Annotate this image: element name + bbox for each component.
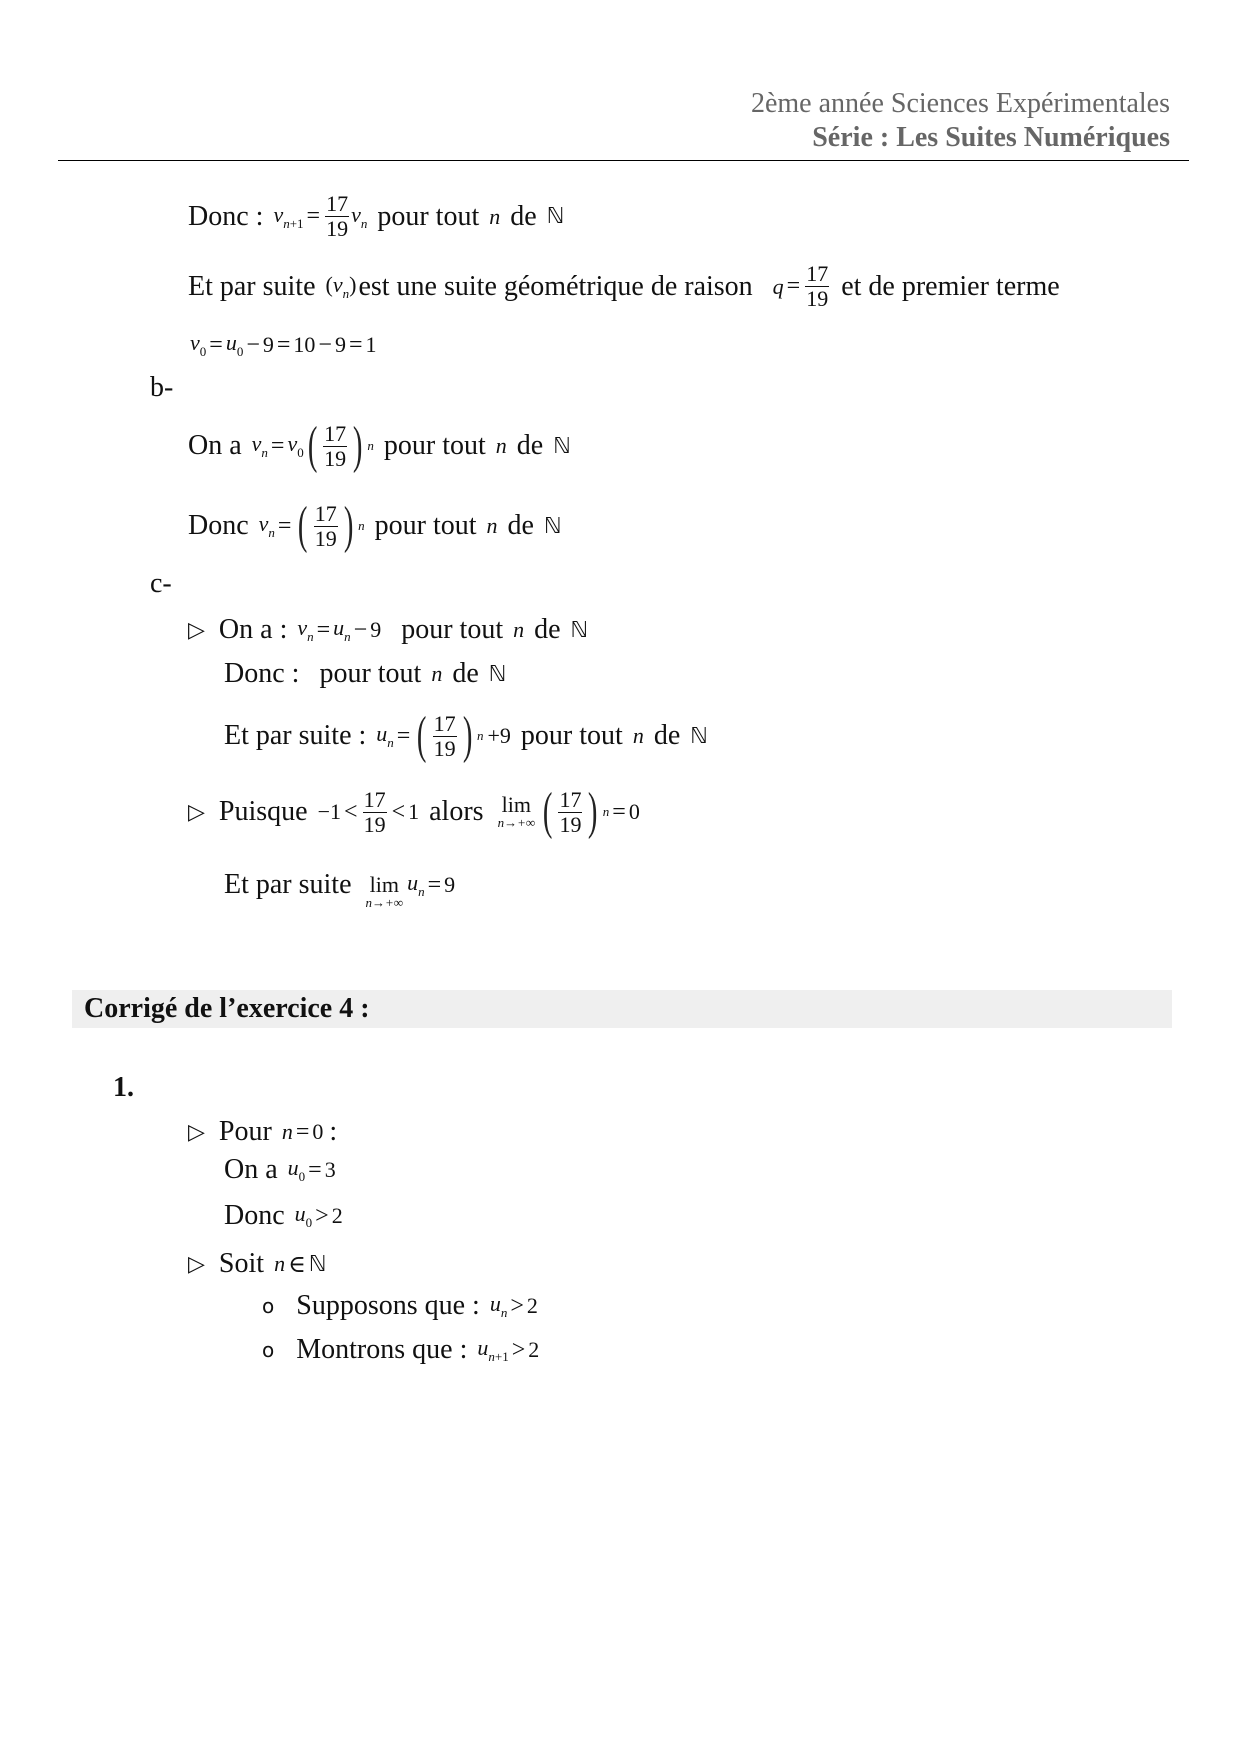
line-montrons: o Montrons que : $u_{n+1}$ > 2 [262,1334,540,1365]
fraction: $\frac{17}{19}$ [326,191,349,241]
math-q: q [772,273,784,299]
line-un-explicit: Et par suite : $u_n$ = ( $\frac{17}{19}$ ) n +9 pour tout n de ℕ [224,707,708,764]
equals-sign: = [306,203,321,229]
line-vn-un: ▷ On a : $v_n$ = $u_n$ − 9 pour tout n de ℕ [188,614,589,645]
paren-vn: $(v_n)$ [325,271,357,301]
pour-tout: pour tout [377,200,480,232]
line-u0: On a $u_0$ = 3 [224,1154,336,1185]
fraction-q: $\frac{17}{19}$ [806,261,829,311]
line-v0: $v_0$ = $u_0$ − 9 = 10 − 9 = 1 [190,330,377,359]
premier-terme-text: et de premier terme [841,270,1060,302]
header-subtitle: 2ème année Sciences Expérimentales [750,88,1170,119]
circle-bullet-icon: o [262,1294,275,1318]
donc-label: Donc : [188,200,264,232]
math-vn: $v_n$ [351,201,368,231]
line-limit-geo: ▷ Puisque −1 < $\frac{17}{19}$ < 1 alors lim n→+∞ ( $\frac{17}{19}$ ) n = 0 [188,783,640,840]
math-n: n [489,203,501,229]
part-b-label: b- [150,372,174,403]
line-donc-c: Donc : pour tout n de ℕ [224,658,507,689]
naturals-symbol: ℕ [546,204,565,229]
section-title: Corrigé de l’exercice 4 : [84,993,370,1024]
math-v: $v_{n+1}$ [273,201,304,231]
line-recurrence [188,192,564,241]
de-word: de [510,200,537,232]
et-par-suite: Et par suite [188,270,316,302]
line-soit: ▷ Soit n ∈ ℕ [188,1248,327,1279]
line-vn-explicit: Donc $v_n$ = ( $\frac{17}{19}$ ) n pour tout n de ℕ [188,497,562,554]
line-vn-formula: On a $v_n$ = $v_0$ ( $\frac{17}{19}$ ) n pour tout n de ℕ [188,417,571,474]
triangle-bullet-icon: ▷ [188,1119,205,1145]
line-supposons: o Supposons que : $u_n$ > 2 [262,1290,538,1321]
line-geometric: Et par suite $(v_n)$ est une suite géométrique de raison q = $\frac{17}{19}$ et de premier terme [188,261,1060,311]
est-geo-text: est une suite géométrique de raison [358,270,753,302]
part-c-label: c- [150,568,172,599]
header-divider [58,160,1189,161]
triangle-bullet-icon: ▷ [188,1251,205,1277]
line-u0-gt-2: Donc $u_0$ > 2 [224,1200,343,1231]
triangle-bullet-icon: ▷ [188,799,205,825]
question-number: 1. [113,1072,134,1103]
line-pour-n0: ▷ Pour n = 0 : [188,1116,338,1147]
line-limit-un: Et par suite lim n→+∞ $u_n$ = 9 [224,869,456,910]
header-title: Série : Les Suites Numériques [812,122,1170,153]
triangle-bullet-icon: ▷ [188,617,205,643]
circle-bullet-icon: o [262,1338,275,1362]
